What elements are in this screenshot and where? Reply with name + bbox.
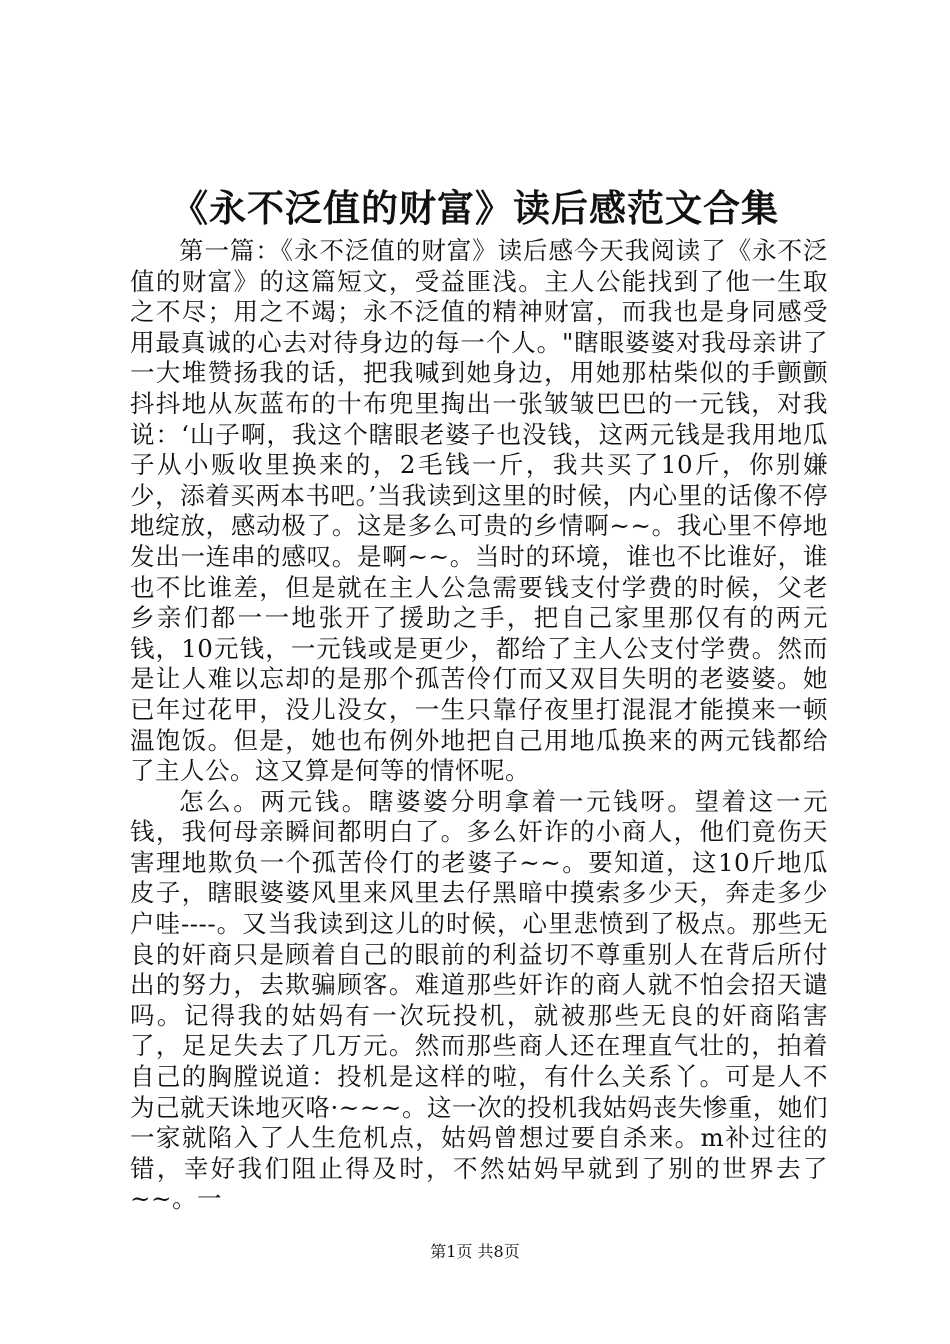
paragraph-2: 怎么。两元钱。瞎婆婆分明拿着一元钱呀。望着这一元钱，我何母亲瞬间都明白了。多么奸诈的小商人，他们竟伤天害理地欺负一个孤苦伶仃的老婆子~~。要知道，这10斤地瓜皮子，瞎眼婆婆风里来风里去仔黑暗中摸索多少天，奔走多少户哇----。又当我读到这儿的时候，心里悲愤到了极点。那些无良的奸商只是顾着自己的眼前的利益切不尊重别人在背后所付出的努力，去欺骗顾客。难道那些奸诈的商人就不怕会招天谴吗。记得我的姑妈有一次玩投机，就被那些无良的奸商陷害了，足足失去了几万元。然而那些商人还在理直气壮的，拍着自己的胸膛说道：投机是这样的啦，有什么关系丫。可是人不为己就天诛地灭咯·~~~。这一次的投机我姑妈丧失惨重，她们一家就陷入了人生危机点，姑妈曾想过要自杀来。m补过往的错，幸好我们阻止得及时，不然姑妈早就到了别的世界去了~~。一	[130, 786, 828, 1214]
document-body	[130, 236, 828, 1215]
paragraph-1: 第一篇：《永不泛值的财富》读后感今天我阅读了《永不泛值的财富》的这篇短文，受益匪浅。主人公能找到了他一生取之不尽；用之不竭；永不泛值的精神财富，而我也是身同感受用最真诚的心去对待身边的每一个人。"瞎眼婆婆对我母亲讲了一大堆赞扬我的话，把我喊到她身边，用她那枯柴似的手颤颤抖抖地从灰蓝布的十布兜里掏出一张皱皱巴巴的一元钱，对我说：‘山子啊，我这个瞎眼老婆子也没钱，这两元钱是我用地瓜子从小贩收里换来的，2毛钱一斤，我共买了10斤，你别嫌少，添着买两本书吧。’当我读到这里的时候，内心里的话像不停地绽放，感动极了。这是多么可贵的乡情啊~~。我心里不停地发出一连串的感叹。是啊~~。当时的环境，谁也不比谁好，谁也不比谁差，但是就在主人公急需要钱支付学费的时候，父老乡亲们都一一地张开了援助之手，把自己家里那仅有的两元钱，10元钱，一元钱或是更少，都给了主人公支付学费。然而是让人难以忘却的是那个孤苦伶仃而又双目失明的老婆婆。她已年过花甲，没儿没女，一生只靠仔夜里打混混才能摸来一顿温饱饭。但是，她也布例外地把自己用地瓜换来的两元钱都给了主人公。这又算是何等的情怀呢。	[130, 236, 828, 786]
document-title: 《永不泛值的财富》读后感范文合集	[171, 186, 779, 230]
page-footer: 第1页 共8页	[430, 1242, 520, 1261]
